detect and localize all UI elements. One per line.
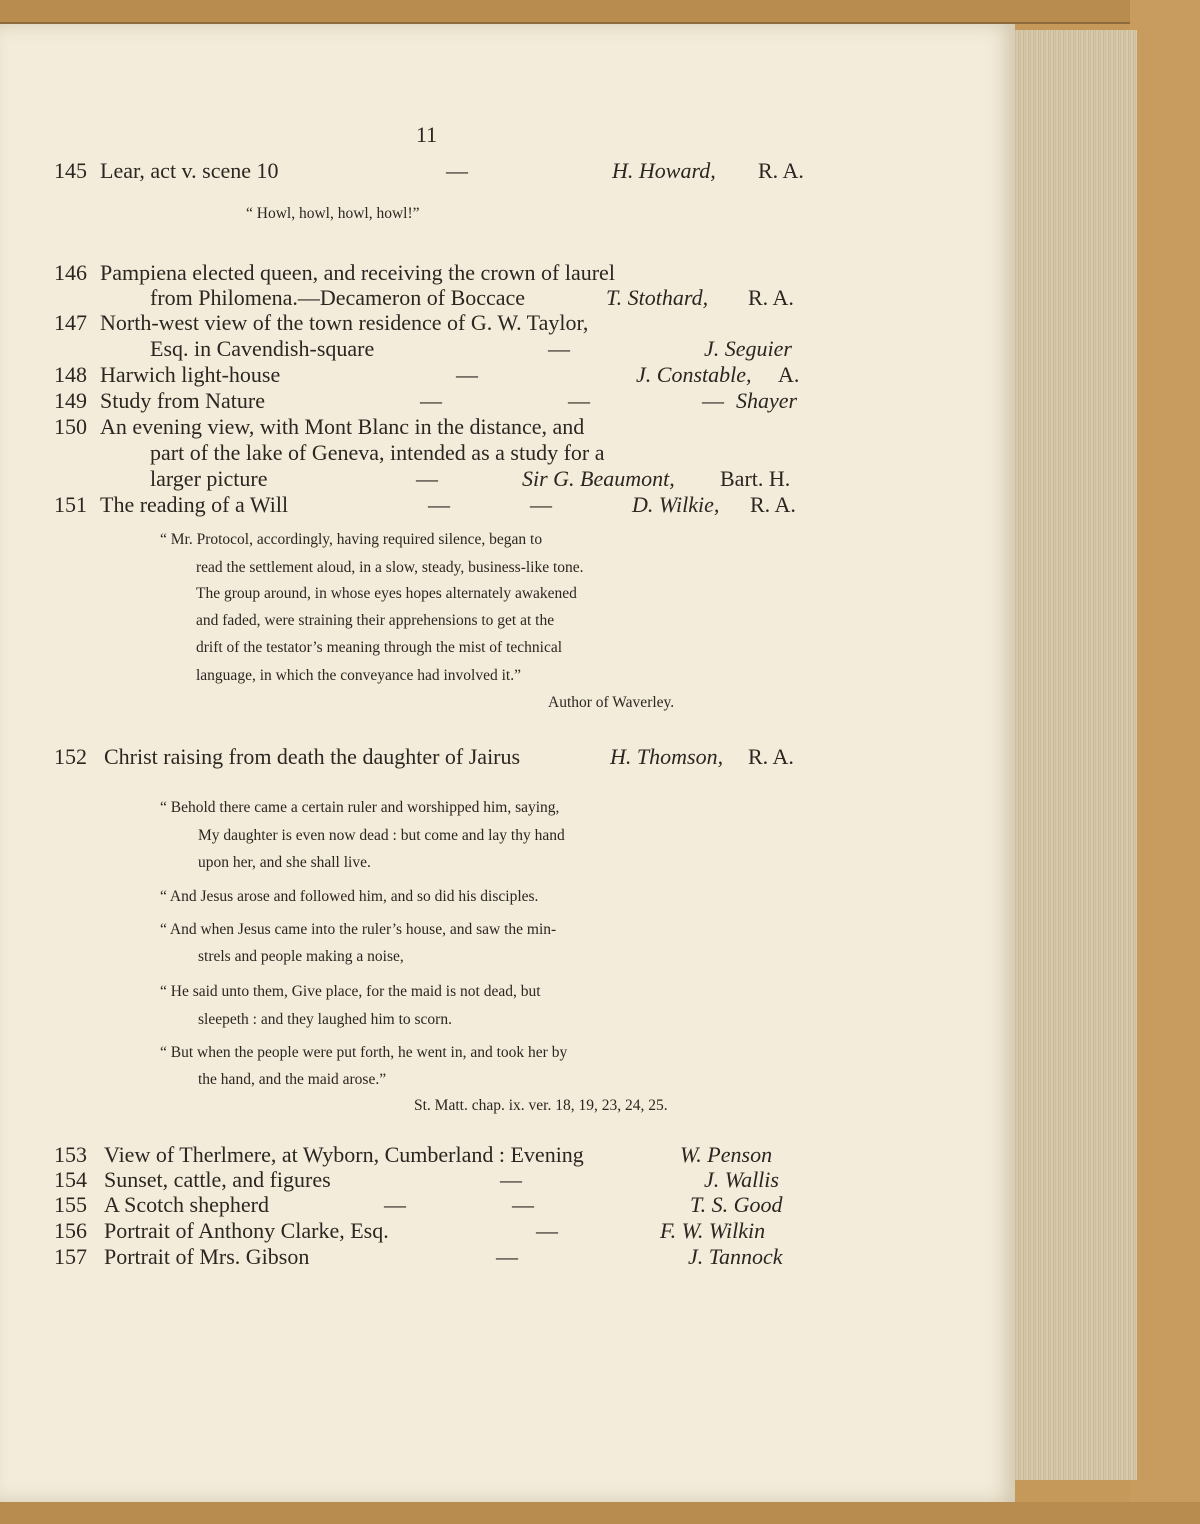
quote-line: strels and people making a noise, xyxy=(198,948,404,965)
quote-line: the hand, and the maid arose.” xyxy=(198,1071,387,1088)
entry-dash: — xyxy=(530,492,552,517)
entry-number: 154 xyxy=(54,1167,87,1192)
entry-artist: J. Tannock xyxy=(688,1244,783,1269)
quote-line: language, in which the conveyance had involved it.” xyxy=(196,667,521,684)
entry-artist: Shayer xyxy=(736,388,798,413)
quote-line: upon her, and she shall live. xyxy=(198,854,371,871)
entry-dash: — xyxy=(702,388,724,413)
entry-artist: T. Stothard, xyxy=(606,285,709,310)
entry-number: 148 xyxy=(54,362,87,387)
entry-dash: — xyxy=(384,1192,406,1217)
book-cover-right xyxy=(1130,0,1200,1524)
quote-attribution: Author of Waverley. xyxy=(548,694,675,711)
entry-number: 156 xyxy=(54,1218,87,1243)
entry-title-cont: larger picture xyxy=(150,466,268,491)
entry-rank: A. xyxy=(778,362,800,387)
entry-number: 149 xyxy=(54,388,87,413)
entry-dash: — xyxy=(416,466,438,491)
entry-number: 153 xyxy=(54,1142,87,1167)
entry-number: 150 xyxy=(54,414,87,439)
entry-number: 145 xyxy=(54,158,87,183)
entry-title: Lear, act v. scene 10 xyxy=(100,158,279,183)
quote-line: My daughter is even now dead : but come and lay thy hand xyxy=(198,827,565,844)
entry-dash: — xyxy=(428,492,450,517)
entry-number: 152 xyxy=(54,744,87,769)
entry-rank: R. A. xyxy=(758,158,804,183)
quote-line: drift of the testator’s meaning through the mist of technical xyxy=(196,639,563,656)
entry-dash: — xyxy=(420,388,442,413)
entry-dash: — xyxy=(456,362,478,387)
entry-dash: — xyxy=(446,158,468,183)
entry-title: Pampiena elected queen, and receiving the crown of laurel xyxy=(100,260,615,285)
entry-artist: H. Howard, xyxy=(612,158,716,183)
entry-number: 155 xyxy=(54,1192,87,1217)
entry-title: The reading of a Will xyxy=(100,492,289,517)
entry-dash: — xyxy=(568,388,590,413)
quote-line: “ Behold there came a certain ruler and worshipped him, saying, xyxy=(160,799,560,816)
entry-title: Portrait of Anthony Clarke, Esq. xyxy=(104,1218,389,1243)
quote-attribution: St. Matt. chap. ix. ver. 18, 19, 23, 24, 25. xyxy=(414,1097,668,1114)
book-cover-top xyxy=(0,0,1200,24)
entry-title-cont: Esq. in Cavendish-square xyxy=(150,336,375,361)
entry-artist: W. Penson xyxy=(680,1142,773,1167)
quote-line: sleepeth : and they laughed him to scorn. xyxy=(198,1011,452,1028)
quote-line: “ And Jesus arose and followed him, and so did his disciples. xyxy=(160,888,539,905)
entry-title: A Scotch shepherd xyxy=(104,1192,269,1217)
entry-title-cont: from Philomena.—Decameron of Boccace xyxy=(150,285,526,310)
entry-rank: R. A. xyxy=(748,744,794,769)
quote-line: “ Mr. Protocol, accordingly, having required silence, began to xyxy=(160,531,543,548)
entry-title: North-west view of the town residence of G. W. Taylor, xyxy=(100,310,589,335)
entry-artist: J. Seguier xyxy=(704,336,792,361)
entry-title: Sunset, cattle, and figures xyxy=(104,1167,331,1192)
entry-number: 151 xyxy=(54,492,87,517)
page-edges xyxy=(1008,30,1137,1480)
quote-line: “ And when Jesus came into the ruler’s house, and saw the min- xyxy=(160,921,557,938)
quote-line: “ He said unto them, Give place, for the maid is not dead, but xyxy=(160,983,541,1000)
entry-number: 157 xyxy=(54,1244,87,1269)
entry-artist: T. S. Good xyxy=(690,1192,783,1217)
catalogue-page xyxy=(0,24,1015,1502)
book-cover-bottom xyxy=(0,1502,1200,1524)
entry-title: View of Therlmere, at Wyborn, Cumberland : Evening xyxy=(104,1142,584,1167)
entry-artist: Sir G. Beaumont, xyxy=(522,466,675,491)
page-number: 11 xyxy=(416,122,438,147)
entry-dash: — xyxy=(496,1244,518,1269)
entry-title: Study from Nature xyxy=(100,388,265,413)
entry-dash: — xyxy=(512,1192,534,1217)
entry-artist: F. W. Wilkin xyxy=(660,1218,766,1243)
entry-title: Harwich light-house xyxy=(100,362,281,387)
quote-line: and faded, were straining their apprehensions to get at the xyxy=(196,612,555,629)
entry-artist: H. Thomson, xyxy=(610,744,724,769)
entry-dash: — xyxy=(500,1167,522,1192)
entry-title: Portrait of Mrs. Gibson xyxy=(104,1244,310,1269)
entry-artist: J. Wallis xyxy=(704,1167,779,1192)
entry-title-cont: part of the lake of Geneva, intended as a study for a xyxy=(150,440,605,465)
quote-line: The group around, in whose eyes hopes alternately awakened xyxy=(196,585,577,602)
entry-title: Christ raising from death the daughter of Jairus xyxy=(104,744,521,769)
entry-number: 147 xyxy=(54,310,87,335)
entry-dash: — xyxy=(548,336,570,361)
entry-artist: D. Wilkie, xyxy=(632,492,720,517)
entry-number: 146 xyxy=(54,260,87,285)
entry-title: An evening view, with Mont Blanc in the distance, and xyxy=(100,414,585,439)
entry-rank: R. A. xyxy=(748,285,794,310)
entry-artist: J. Constable, xyxy=(636,362,752,387)
quote-145: “ Howl, howl, howl, howl!” xyxy=(246,205,420,222)
quote-line: read the settlement aloud, in a slow, steady, business-like tone. xyxy=(196,559,584,576)
quote-line: “ But when the people were put forth, he went in, and took her by xyxy=(160,1044,568,1061)
entry-dash: — xyxy=(536,1218,558,1243)
entry-rank: R. A. xyxy=(750,492,796,517)
entry-rank: Bart. H. xyxy=(720,466,791,491)
